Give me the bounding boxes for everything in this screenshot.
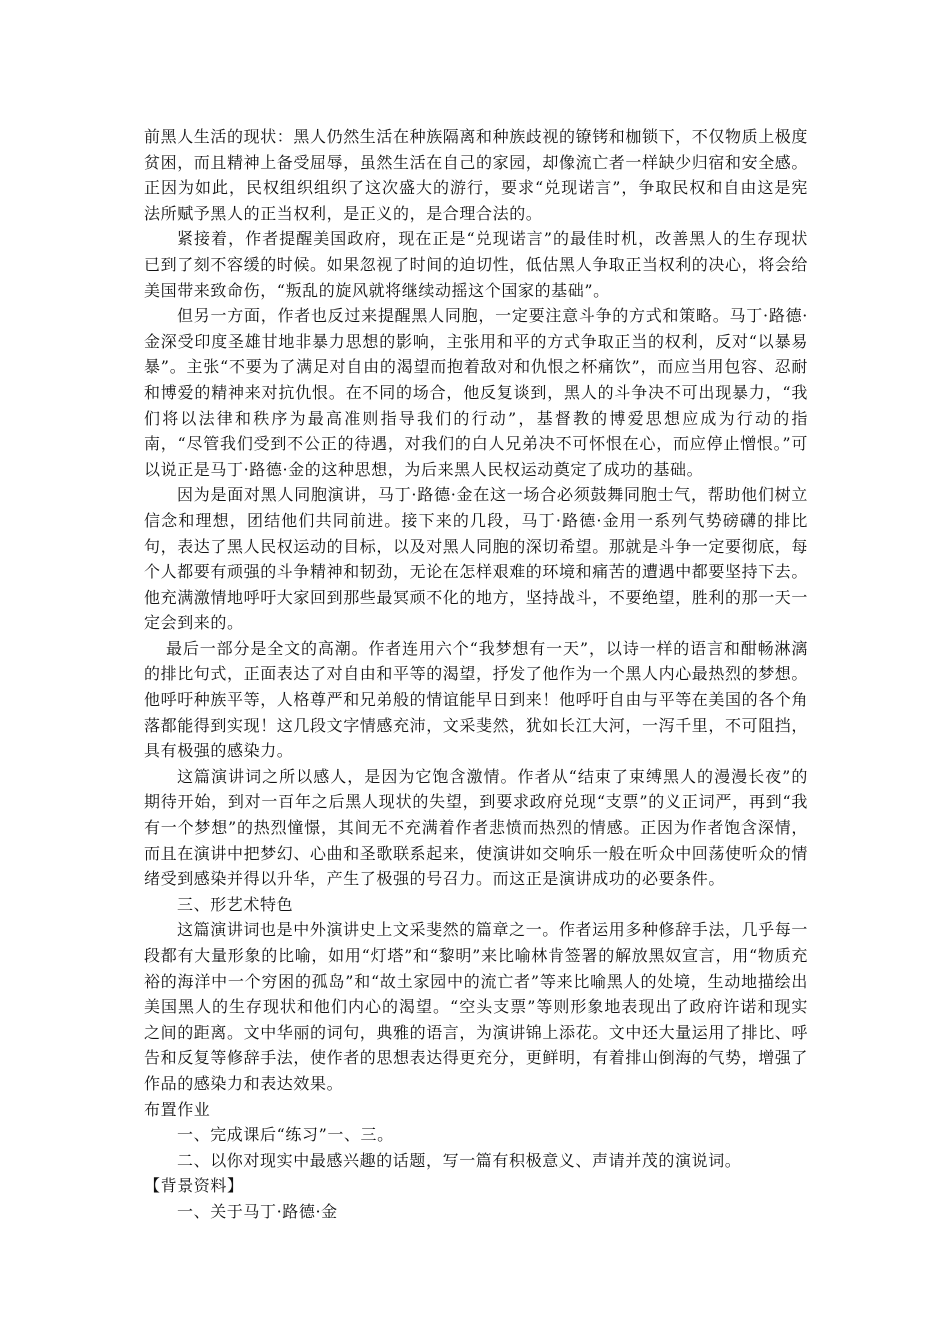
- paragraph-encourage-compatriots: 因为是面对黑人同胞演讲，马丁·路德·金在这一场合必须鼓舞同胞士气，帮助他们树立信念和理想，团结他们共同前进。接下来的几段，马丁·路德·金用一系列气势磅礴的排比句，表达了黑人民权运动的目标，以及对黑人同胞的深切希望。那就是斗争一定要彻底，每个人都要有顽强的斗争精神和韧劲，无论在怎样艰难的环境和痛苦的遭遇中都要坚持下去。他充满激情地呼吁大家回到那些最冥顽不化的地方，坚持战斗，不要绝望，胜利的那一天一定会到来的。: [144, 485, 809, 633]
- paragraph-climax-dream: 最后一部分是全文的高潮。作者连用六个“我梦想有一天”，以诗一样的语言和酣畅淋漓的排比句式，正面表达了对自由和平等的渴望，抒发了他作为一个黑人内心最热烈的梦想。他呼吁种族平等，人格尊严和兄弟般的情谊能早日到来！他呼吁自由与平等在美国的各个角落都能得到实现！这几段文字情感充沛，文采斐然，犹如长江大河，一泻千里，不可阻挡，具有极强的感染力。: [144, 638, 809, 761]
- paragraph-emotion: 这篇演讲词之所以感人，是因为它饱含激情。作者从“结束了束缚黑人的漫漫长夜”的期待开始，到对一百年之后黑人现状的失望，到要求政府兑现“支票”的义正词严，再到“我有一个梦想”的热烈憧憬，其间无不充满着作者悲愤而热烈的情感。正因为作者饱含深情，而且在演讲中把梦幻、心曲和圣歌联系起来，使演讲如交响乐一般在听众中回荡使听众的情绪受到感染并得以升华，产生了极强的号召力。而这正是演讲成功的必要条件。: [144, 766, 809, 889]
- paragraph-black-life-status: 前黑人生活的现状：黑人仍然生活在种族隔离和种族歧视的镣铐和枷锁下，不仅物质上极度贫困，而且精神上备受屈辱，虽然生活在自己的家园，却像流亡者一样缺少归宿和安全感。正因为如此，民权组织组织了这次盛大的游行，要求“兑现诺言”，争取民权和自由这是宪法所赋予黑人的正当权利，是正义的，是合理合法的。: [144, 127, 809, 223]
- homework-item-1: 一、完成课后“练习”一、三。: [177, 1125, 394, 1145]
- document-body: [144, 124, 808, 1225]
- section-heading-artistic-features: 三、形艺术特色: [177, 894, 294, 914]
- heading-background: 【背景资料】: [144, 1176, 244, 1196]
- paragraph-nonviolence: 但另一方面，作者也反过来提醒黑人同胞，一定要注意斗争的方式和策略。马丁·路德·金深受印度圣雄甘地非暴力思想的影响，主张用和平的方式争取正当的权利，反对“以暴易暴”。主张“不要为了满足对自由的渴望而抱着敌对和仇恨之杯痛饮”，而应当用包容、忍耐和博爱的精神来对抗仇恨。在不同的场合，他反复谈到，黑人的斗争决不可出现暴力，“我们将以法律和秩序为最高准则指导我们的行动”，基督教的博爱思想应成为行动的指南，“尽管我们受到不公正的待遇，对我们的白人兄弟决不可怀恨在心，而应停止憎恨。”可以说正是马丁·路德·金的这种思想，为后来黑人民权运动奠定了成功的基础。: [144, 306, 808, 479]
- paragraph-rhetoric: 这篇演讲词也是中外演讲史上文采斐然的篇章之一。作者运用多种修辞手法，几乎每一段都有大量形象的比喻，如用“灯塔”和“黎明”来比喻林肯签署的解放黑奴宣言，用“物质充裕的海洋中一个穷困的孤岛”和“故土家园中的流亡者”等来比喻黑人的处境，生动地描绘出美国黑人的生存现状和他们内心的渴望。“空头支票”等则形象地表现出了政府许诺和现实之间的距离。文中华丽的词句，典雅的语言，为演讲锦上添花。文中还大量运用了排比、呼告和反复等修辞手法，使作者的思想表达得更充分，更鲜明，有着排山倒海的气势，增强了作品的感染力和表达效果。: [144, 920, 809, 1093]
- paragraph-warning-government: 紧接着，作者提醒美国政府，现在正是“兑现诺言”的最佳时机，改善黑人的生存现状已到了刻不容缓的时候。如果忽视了时间的迫切性，低估黑人争取正当权利的决心，将会给美国带来致命伤，“叛乱的旋风就将继续动摇这个国家的基础”。: [144, 229, 809, 300]
- homework-item-2: 二、以你对现实中最感兴趣的话题，写一篇有积极意义、声请并茂的演说词。: [177, 1150, 742, 1170]
- heading-homework: 布置作业: [144, 1099, 211, 1119]
- background-item-1: 一、关于马丁·路德·金: [177, 1201, 338, 1221]
